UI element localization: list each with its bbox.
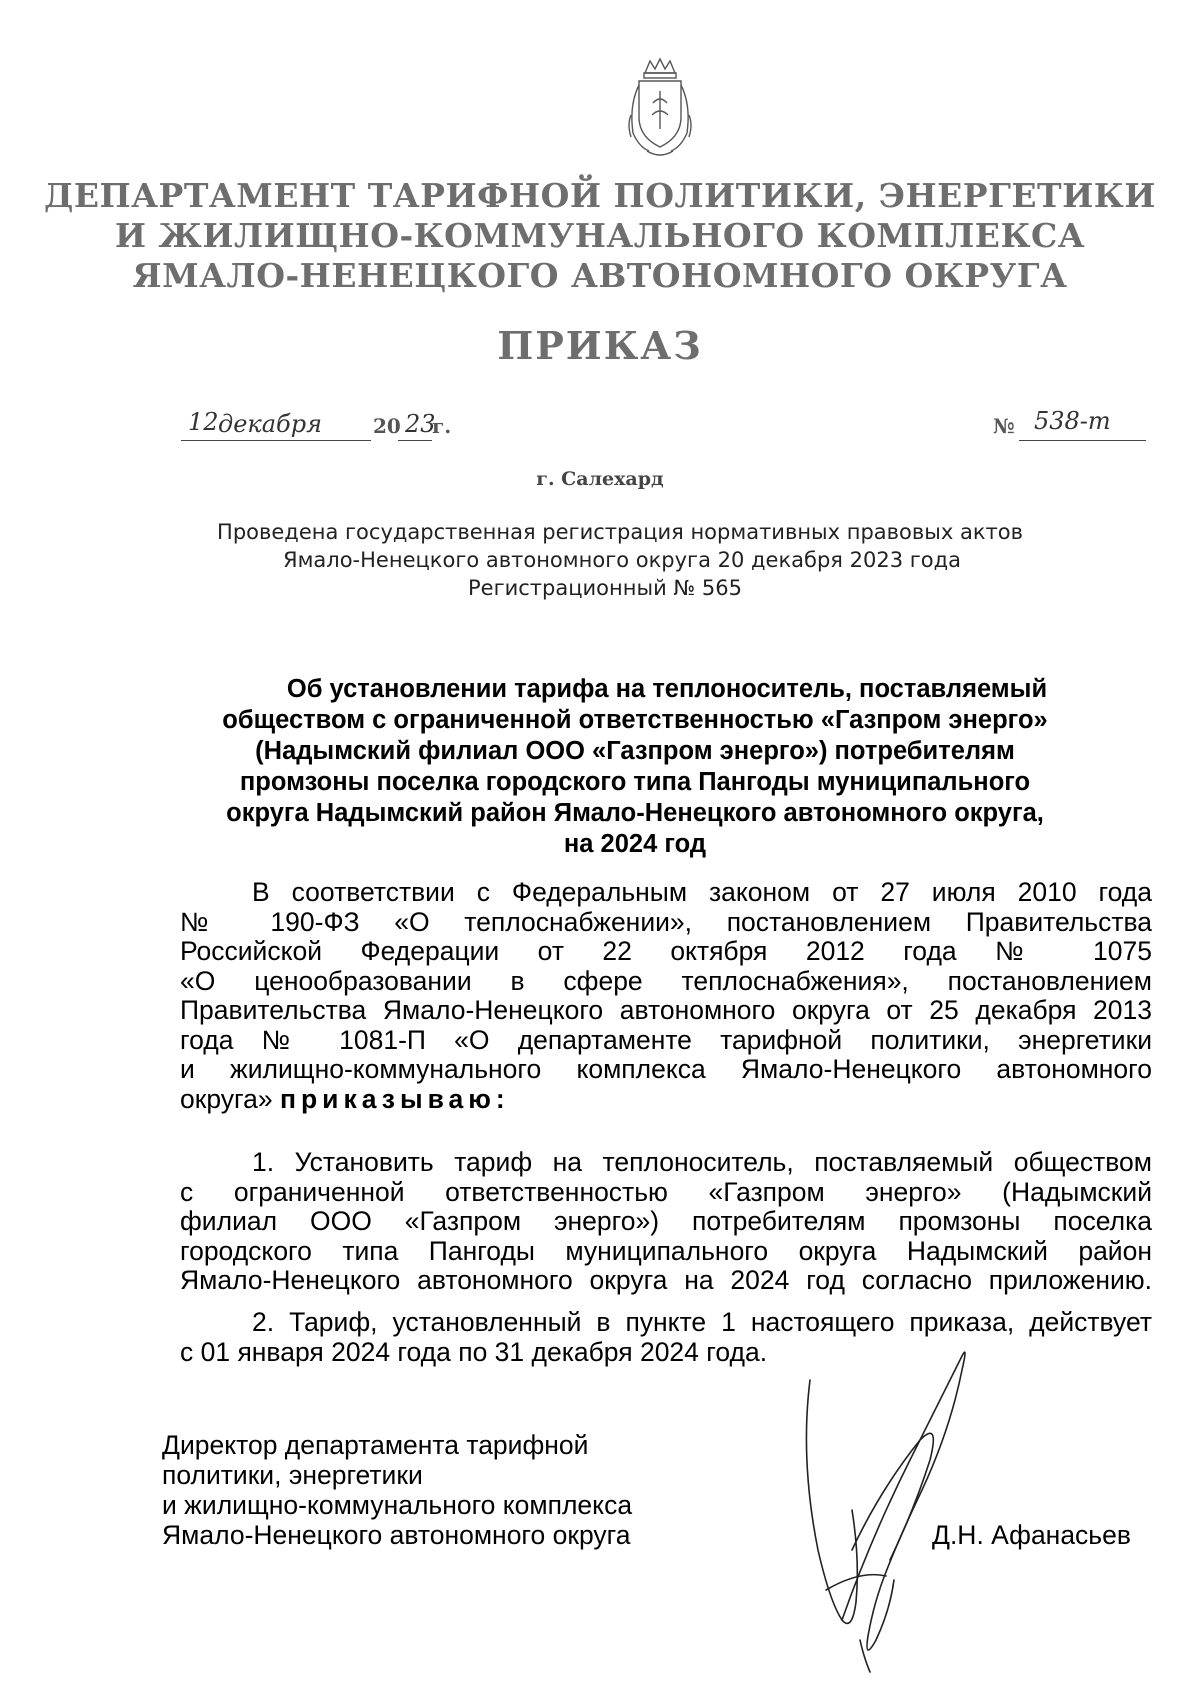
order-item-2 xyxy=(180,1308,1152,1367)
registration-line: Ямало-Ненецкого автономного округа 20 декабря 2023 года xyxy=(282,548,961,572)
paragraph-line: года № 1081-П «О департаменте тарифной политики, энергетики xyxy=(180,1024,1152,1055)
subject-line: промзоны поселка городского типа Пангоды муниципального xyxy=(239,768,1031,796)
city: г. Салехард xyxy=(536,468,664,490)
subject-line: Об установлении тарифа на теплоноситель, поставляемый xyxy=(286,675,1048,703)
department-title-line: ЯМАЛО-НЕНЕЦКОГО АВТОНОМНОГО ОКРУГА xyxy=(132,256,1068,295)
paragraph-line: № 190-ФЗ «О теплоснабжении», постановлением Правительства xyxy=(180,906,1152,937)
registration-line: Регистрационный № 565 xyxy=(468,576,742,600)
position-line: Ямало-Ненецкого автономного округа xyxy=(162,1520,631,1550)
date-day: 12 xyxy=(188,408,219,436)
subject-line: округа Надымский район Ямало-Ненецкого автономного округа, xyxy=(226,799,1044,827)
paragraph-line: городского типа Пангоды муниципального округа Надымский район xyxy=(180,1235,1152,1266)
department-title-line: И ЖИЛИЩНО-КОММУНАЛЬНОГО КОМПЛЕКСА xyxy=(114,216,1086,255)
order-word: приказываю: xyxy=(279,1083,510,1114)
date-year-abbrev: г. xyxy=(432,414,452,438)
subject-line: обществом с ограниченной ответственностью «Газпром энерго» xyxy=(222,706,1048,734)
paragraph-line: Правительства Ямало-Ненецкого автономного округа от 25 декабря 2013 xyxy=(180,995,1152,1025)
position-line: и жилищно-коммунального комплекса xyxy=(162,1490,633,1520)
paragraph-line: В соответствии с Федеральным законом от 27 июля 2010 года xyxy=(252,877,1152,907)
signer-name: Д.Н. Афанасьев xyxy=(932,1520,1131,1550)
coat-of-arms-emblem xyxy=(625,55,695,165)
paragraph-line: Ямало-Ненецкого автономного округа на 2024 год согласно приложению. xyxy=(180,1265,1152,1295)
paragraph-line xyxy=(180,1085,1152,1115)
date-year-underline xyxy=(398,440,432,441)
paragraph-line: 1. Установить тариф на теплоноситель, поставляемый обществом xyxy=(252,1147,1152,1177)
paragraph-line: «О ценообразовании в сфере теплоснабжения», постановлением xyxy=(180,965,1152,996)
subject-line: (Надымский филиал ООО «Газпром энерго») потребителям xyxy=(255,737,1015,765)
preamble-paragraph xyxy=(180,878,1152,1114)
paragraph-line: с 01 января 2024 года по 31 декабря 2024 года. xyxy=(180,1336,768,1367)
document-type-title: ПРИКАЗ xyxy=(497,323,703,368)
paragraph-line: 2. Тариф, установленный в пункте 1 настоящего приказа, действует xyxy=(252,1307,1152,1337)
date-month: декабря xyxy=(218,410,322,438)
number-underline xyxy=(1019,440,1146,441)
order-item-1 xyxy=(180,1148,1152,1296)
position-line: Директор департамента тарифной xyxy=(162,1430,589,1460)
paragraph-line: и жилищно-коммунального комплекса Ямало-Ненецкого автономного xyxy=(180,1054,1152,1084)
position-line: политики, энергетики xyxy=(162,1460,423,1490)
paragraph-line: Российской Федерации от 22 октября 2012 года № 1075 xyxy=(180,936,1152,966)
order-subject-heading xyxy=(185,674,1085,860)
preamble-last-words: округа» xyxy=(180,1083,273,1114)
date-year-prefix: 20 xyxy=(373,414,401,438)
registration-line: Проведена государственная регистрация нормативных правовых актов xyxy=(217,520,1023,544)
date-year-suffix: 23 xyxy=(405,410,436,438)
subject-line: на 2024 год xyxy=(563,830,707,858)
number-sign: № xyxy=(993,414,1015,438)
document-number: 538-т xyxy=(1034,407,1111,435)
department-title-line: ДЕПАРТАМЕНТ ТАРИФНОЙ ПОЛИТИКИ, ЭНЕРГЕТИКИ xyxy=(44,176,1156,215)
paragraph-line: филиал ООО «Газпром энерго») потребителям промзоны поселка xyxy=(180,1206,1152,1236)
signatory-position xyxy=(162,1430,632,1550)
date-underline xyxy=(181,440,371,441)
paragraph-line: с ограниченной ответственностью «Газпром энерго» (Надымский xyxy=(180,1176,1152,1207)
handwritten-signature-icon xyxy=(790,1340,990,1680)
